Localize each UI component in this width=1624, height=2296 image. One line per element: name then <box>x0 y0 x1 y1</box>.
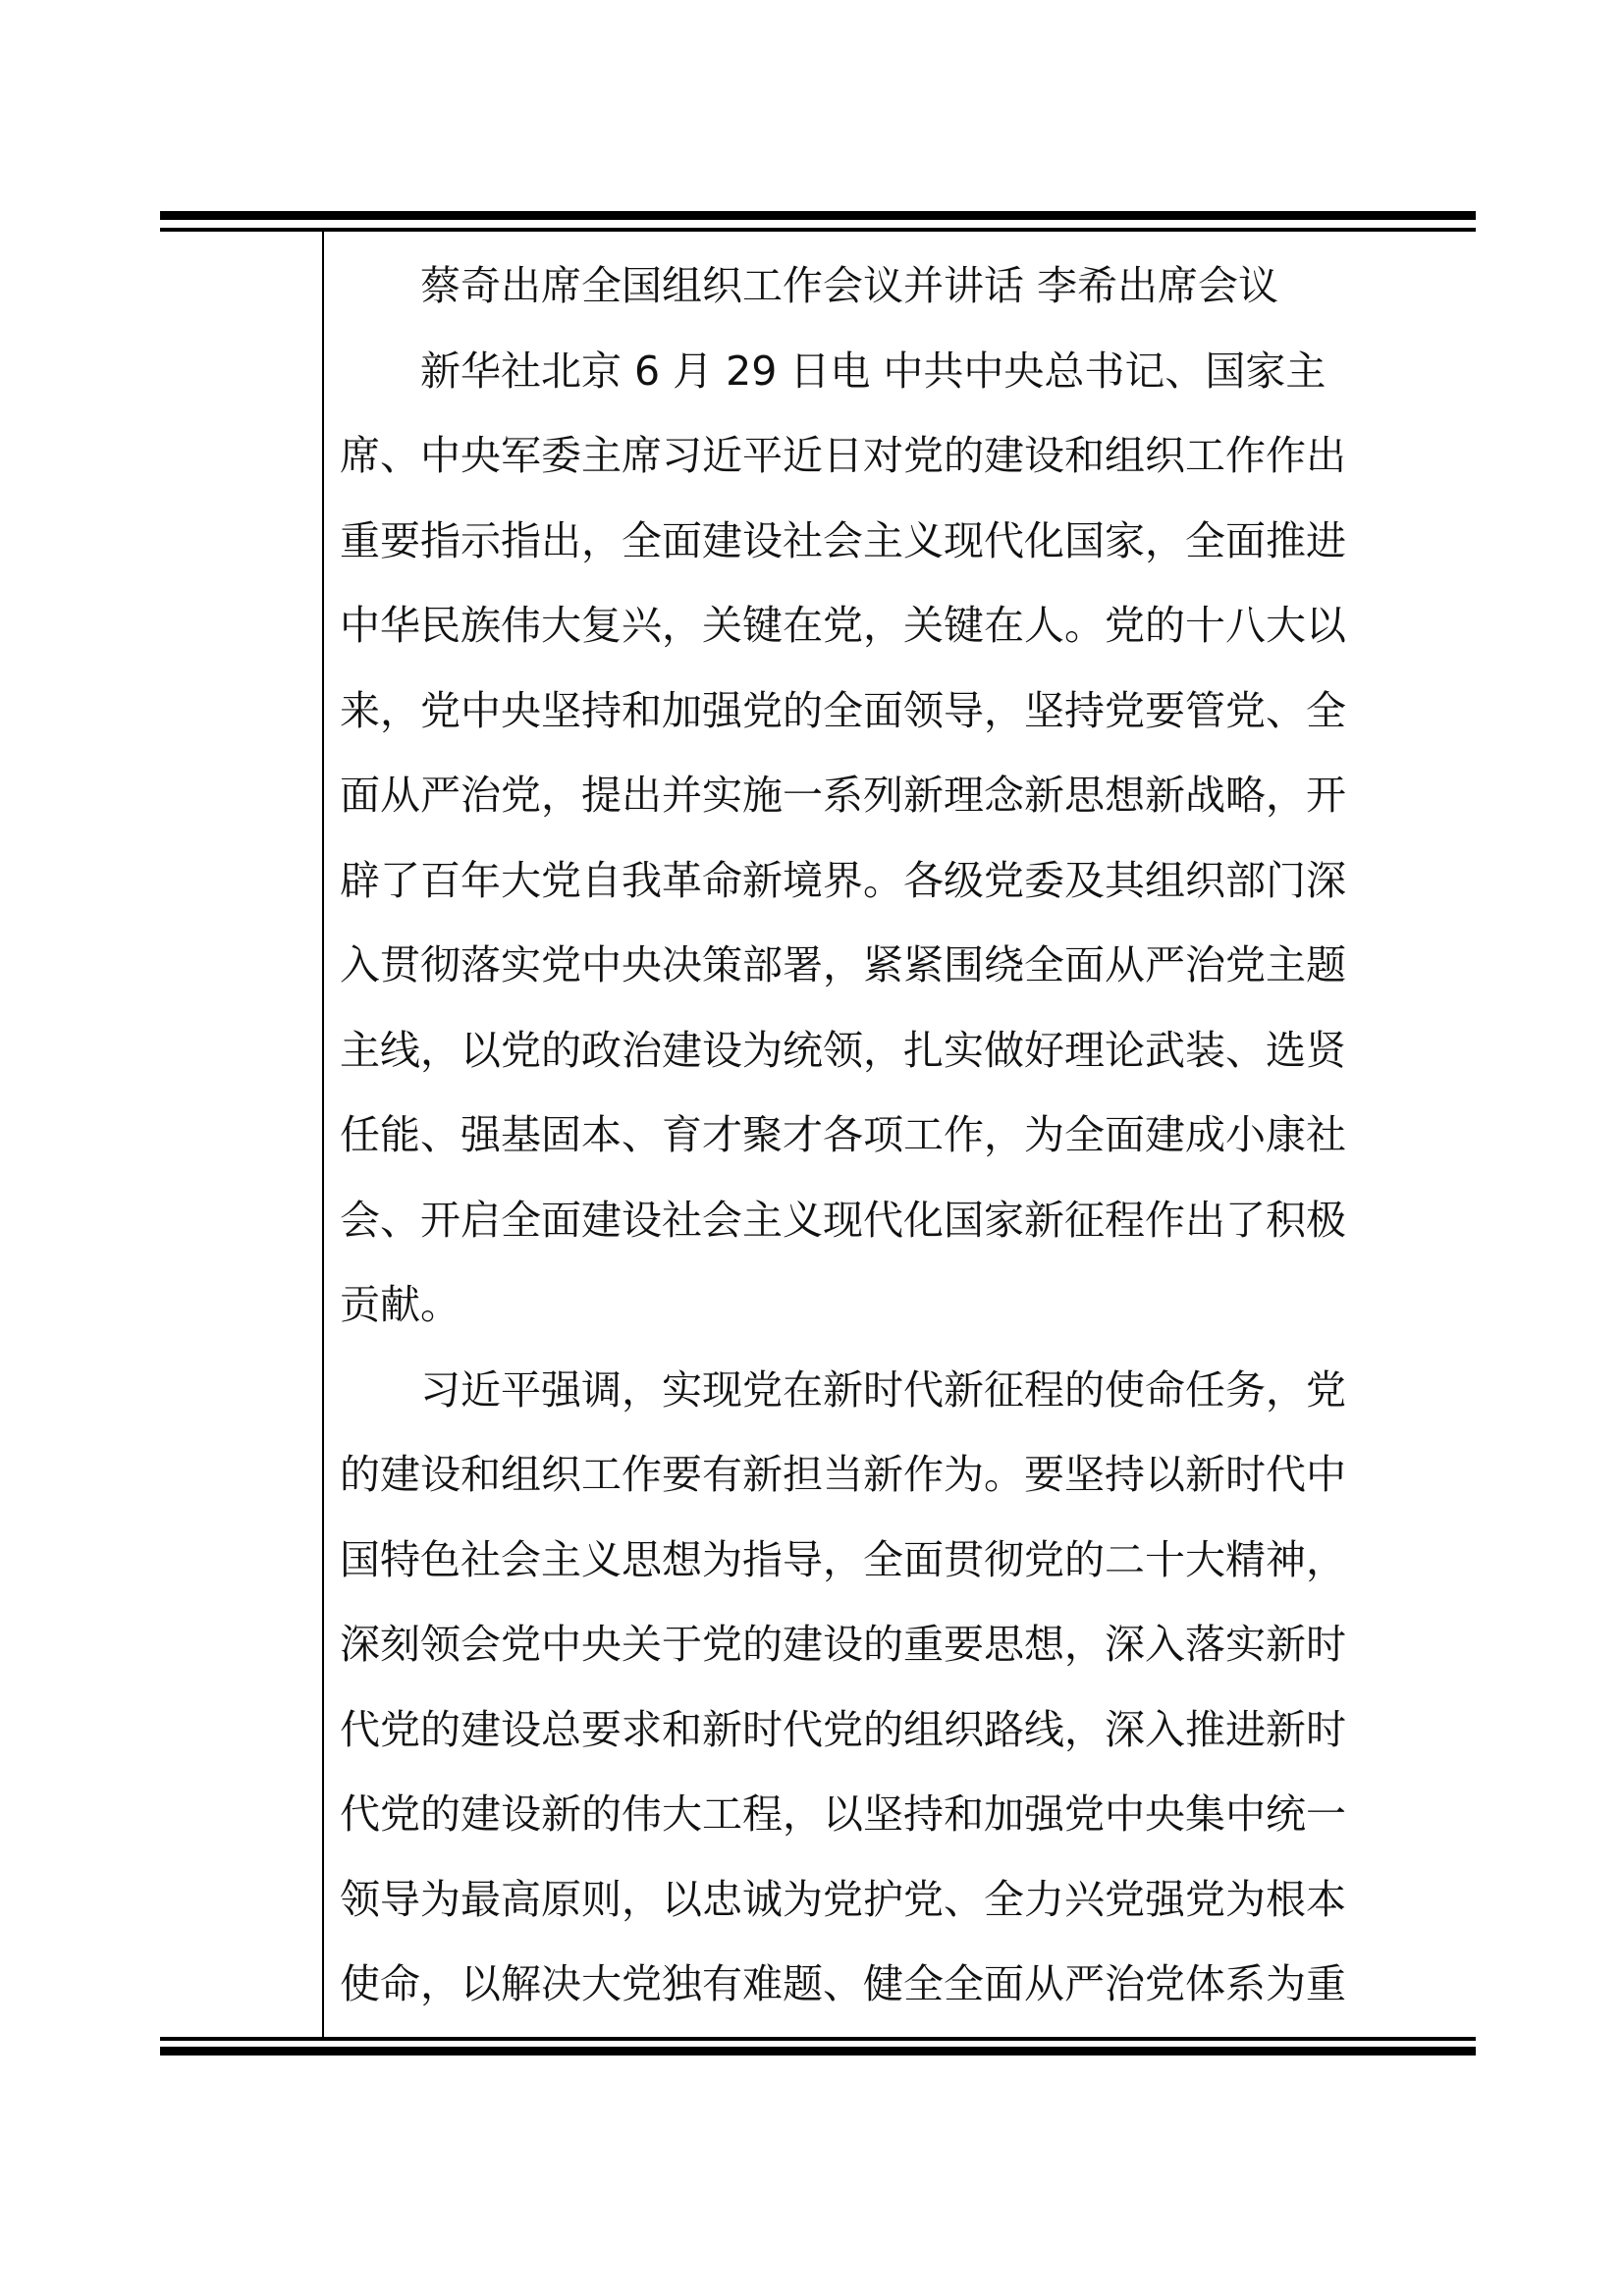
article-title: 蔡奇出席全国组织工作会议并讲话 李希出席会议 <box>420 262 1279 309</box>
bottom-border-thin <box>160 2037 1476 2041</box>
paragraph-2: 习近平强调，实现党在新时代新征程的使命任务，党 的建设和组织工作要有新担当新作为。要坚持以新时代中 国特色社会主义思想为指导，全面贯彻党的二十大精神， 深刻领会党中央关于党的建设的重要思想，深入落实新时 代党的建设总要求和新时代党的组织路线，深入推进新时 代党的建设新的伟大工程，以坚持和加强党中央集中统一 领导为最高原则，以忠诚为党护党、全力兴党强党为根本 使命，以解决大党独有难题、健全全面从严治党体系为重 <box>340 1365 1346 2007</box>
top-border-thick <box>160 211 1476 220</box>
article-body <box>340 243 1459 2027</box>
margin-divider-line <box>322 232 324 2037</box>
top-border-thin <box>160 228 1476 232</box>
bottom-border-thick <box>160 2047 1476 2056</box>
paragraph-1: 新华社北京 6 月 29 日电 中共中央总书记、国家主 席、中央军委主席习近平近日对党的建设和组织工作作出 重要指示指出，全面建设社会主义现代化国家，全面推进 中华民族伟大复兴，关键在党，关键在人。党的十八大以 来，党中央坚持和加强党的全面领导，坚持党要管党、全 面从严治党，提出并实施一系列新理念新思想新战略，开 辟了百年大党自我革命新境界。各级党委及其组织部门深 入贯彻落实党中央决策部署，紧紧围绕全面从严治党主题 主线，以党的政治建设为统领，扎实做好理论武装、选贤 任能、强基固本、育才聚才各项工作，为全面建成小康社 会、开启全面建设社会主义现代化国家新征程作出了积极 贡献。 <box>340 347 1346 1328</box>
